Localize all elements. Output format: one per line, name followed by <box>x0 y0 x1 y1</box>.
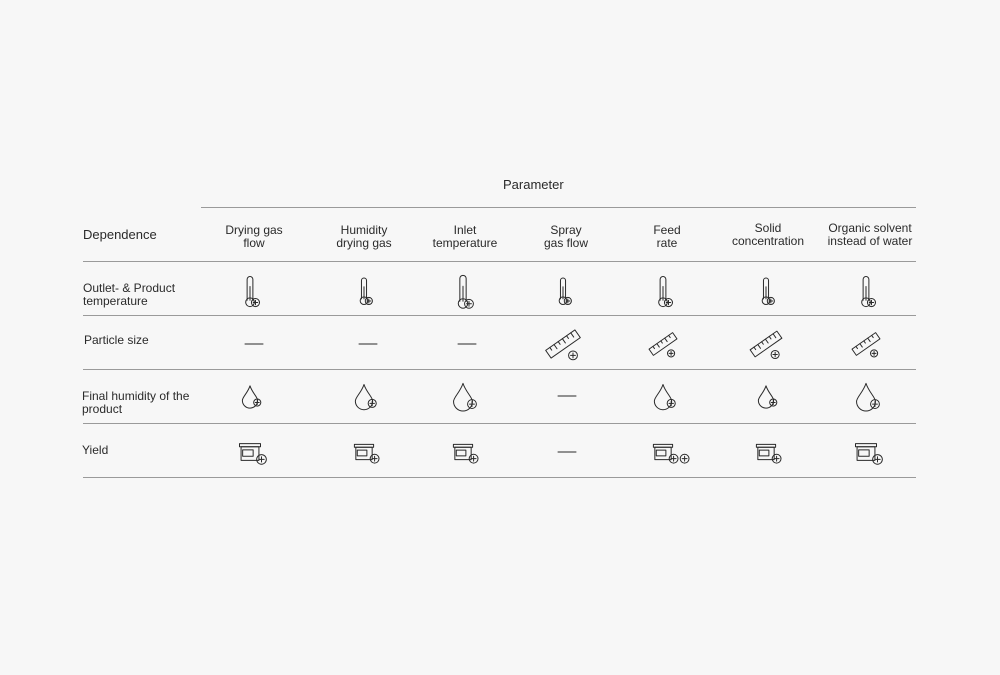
ruler-plus-icon <box>649 333 677 357</box>
parameter-title: Parameter <box>503 177 564 192</box>
row-label-outlet-product-temperature: Outlet- & Product temperature <box>83 281 176 308</box>
row-label-particle-size: Particle size <box>84 333 149 347</box>
thermometer-plus-icon <box>246 277 260 307</box>
plus-badge-icon <box>664 299 672 307</box>
thermometer-plus-icon <box>659 277 673 307</box>
drop-plus-icon <box>758 386 776 408</box>
column-header-inlet-temperature: Inlet temperature <box>432 223 498 250</box>
drop-plus-icon <box>454 383 477 411</box>
container-plus-icon <box>453 444 478 463</box>
dependence-title: Dependence <box>83 227 157 242</box>
drop-plus-icon <box>654 384 675 409</box>
thermometer-plus-icon <box>458 275 473 308</box>
plus-badge-icon <box>867 299 875 307</box>
column-header-solid-concentration: Solid concentration <box>731 221 805 248</box>
ruler-plus-icon <box>750 331 782 358</box>
thermometer-plus-icon <box>360 278 372 305</box>
plus-badge-icon <box>669 454 678 463</box>
plus-badge-icon <box>465 299 474 308</box>
column-header-feed-rate: Feed rate <box>653 223 681 250</box>
plus-badge-icon <box>873 455 883 465</box>
drop-plus-icon <box>242 386 260 408</box>
container-plus-icon <box>354 444 379 463</box>
row-label-final-humidity: Final humidity of the product <box>82 389 190 416</box>
thermometer-plus-icon <box>862 277 876 307</box>
plus-badge-icon <box>469 454 478 463</box>
thermometer-plus-icon <box>559 278 571 305</box>
ruler-plus-icon <box>852 333 880 357</box>
column-header-organic-solvent: Organic solvent instead of water <box>827 221 913 248</box>
column-header-drying-gas-flow: Drying gas flow <box>225 223 283 250</box>
container-plus-icon <box>856 444 883 465</box>
plus-badge-icon <box>564 297 571 304</box>
plus-badge-icon <box>257 455 267 465</box>
column-header-humidity-drying-gas: Humidity drying gas <box>336 223 392 250</box>
drop-plus-icon <box>355 384 376 409</box>
container-plus-icon <box>240 444 267 465</box>
row-label-yield: Yield <box>82 443 109 457</box>
plus-badge-icon <box>772 454 781 463</box>
plus-badge-icon <box>871 350 878 357</box>
container-plus-icon <box>756 444 781 463</box>
column-header-spray-gas-flow: Spray gas flow <box>543 223 589 250</box>
plus-badge-icon <box>680 454 689 463</box>
plus-badge-icon <box>767 297 774 304</box>
plus-badge-icon <box>569 351 578 360</box>
thermometer-plus-icon <box>762 278 774 305</box>
plus-badge-icon <box>251 299 259 307</box>
ruler-plus-icon <box>546 330 581 360</box>
container-plus-icon <box>653 444 689 463</box>
drop-plus-icon <box>857 383 880 411</box>
plus-badge-icon <box>365 297 372 304</box>
plus-badge-icon <box>668 350 675 357</box>
plus-badge-icon <box>771 350 779 358</box>
plus-badge-icon <box>370 454 379 463</box>
